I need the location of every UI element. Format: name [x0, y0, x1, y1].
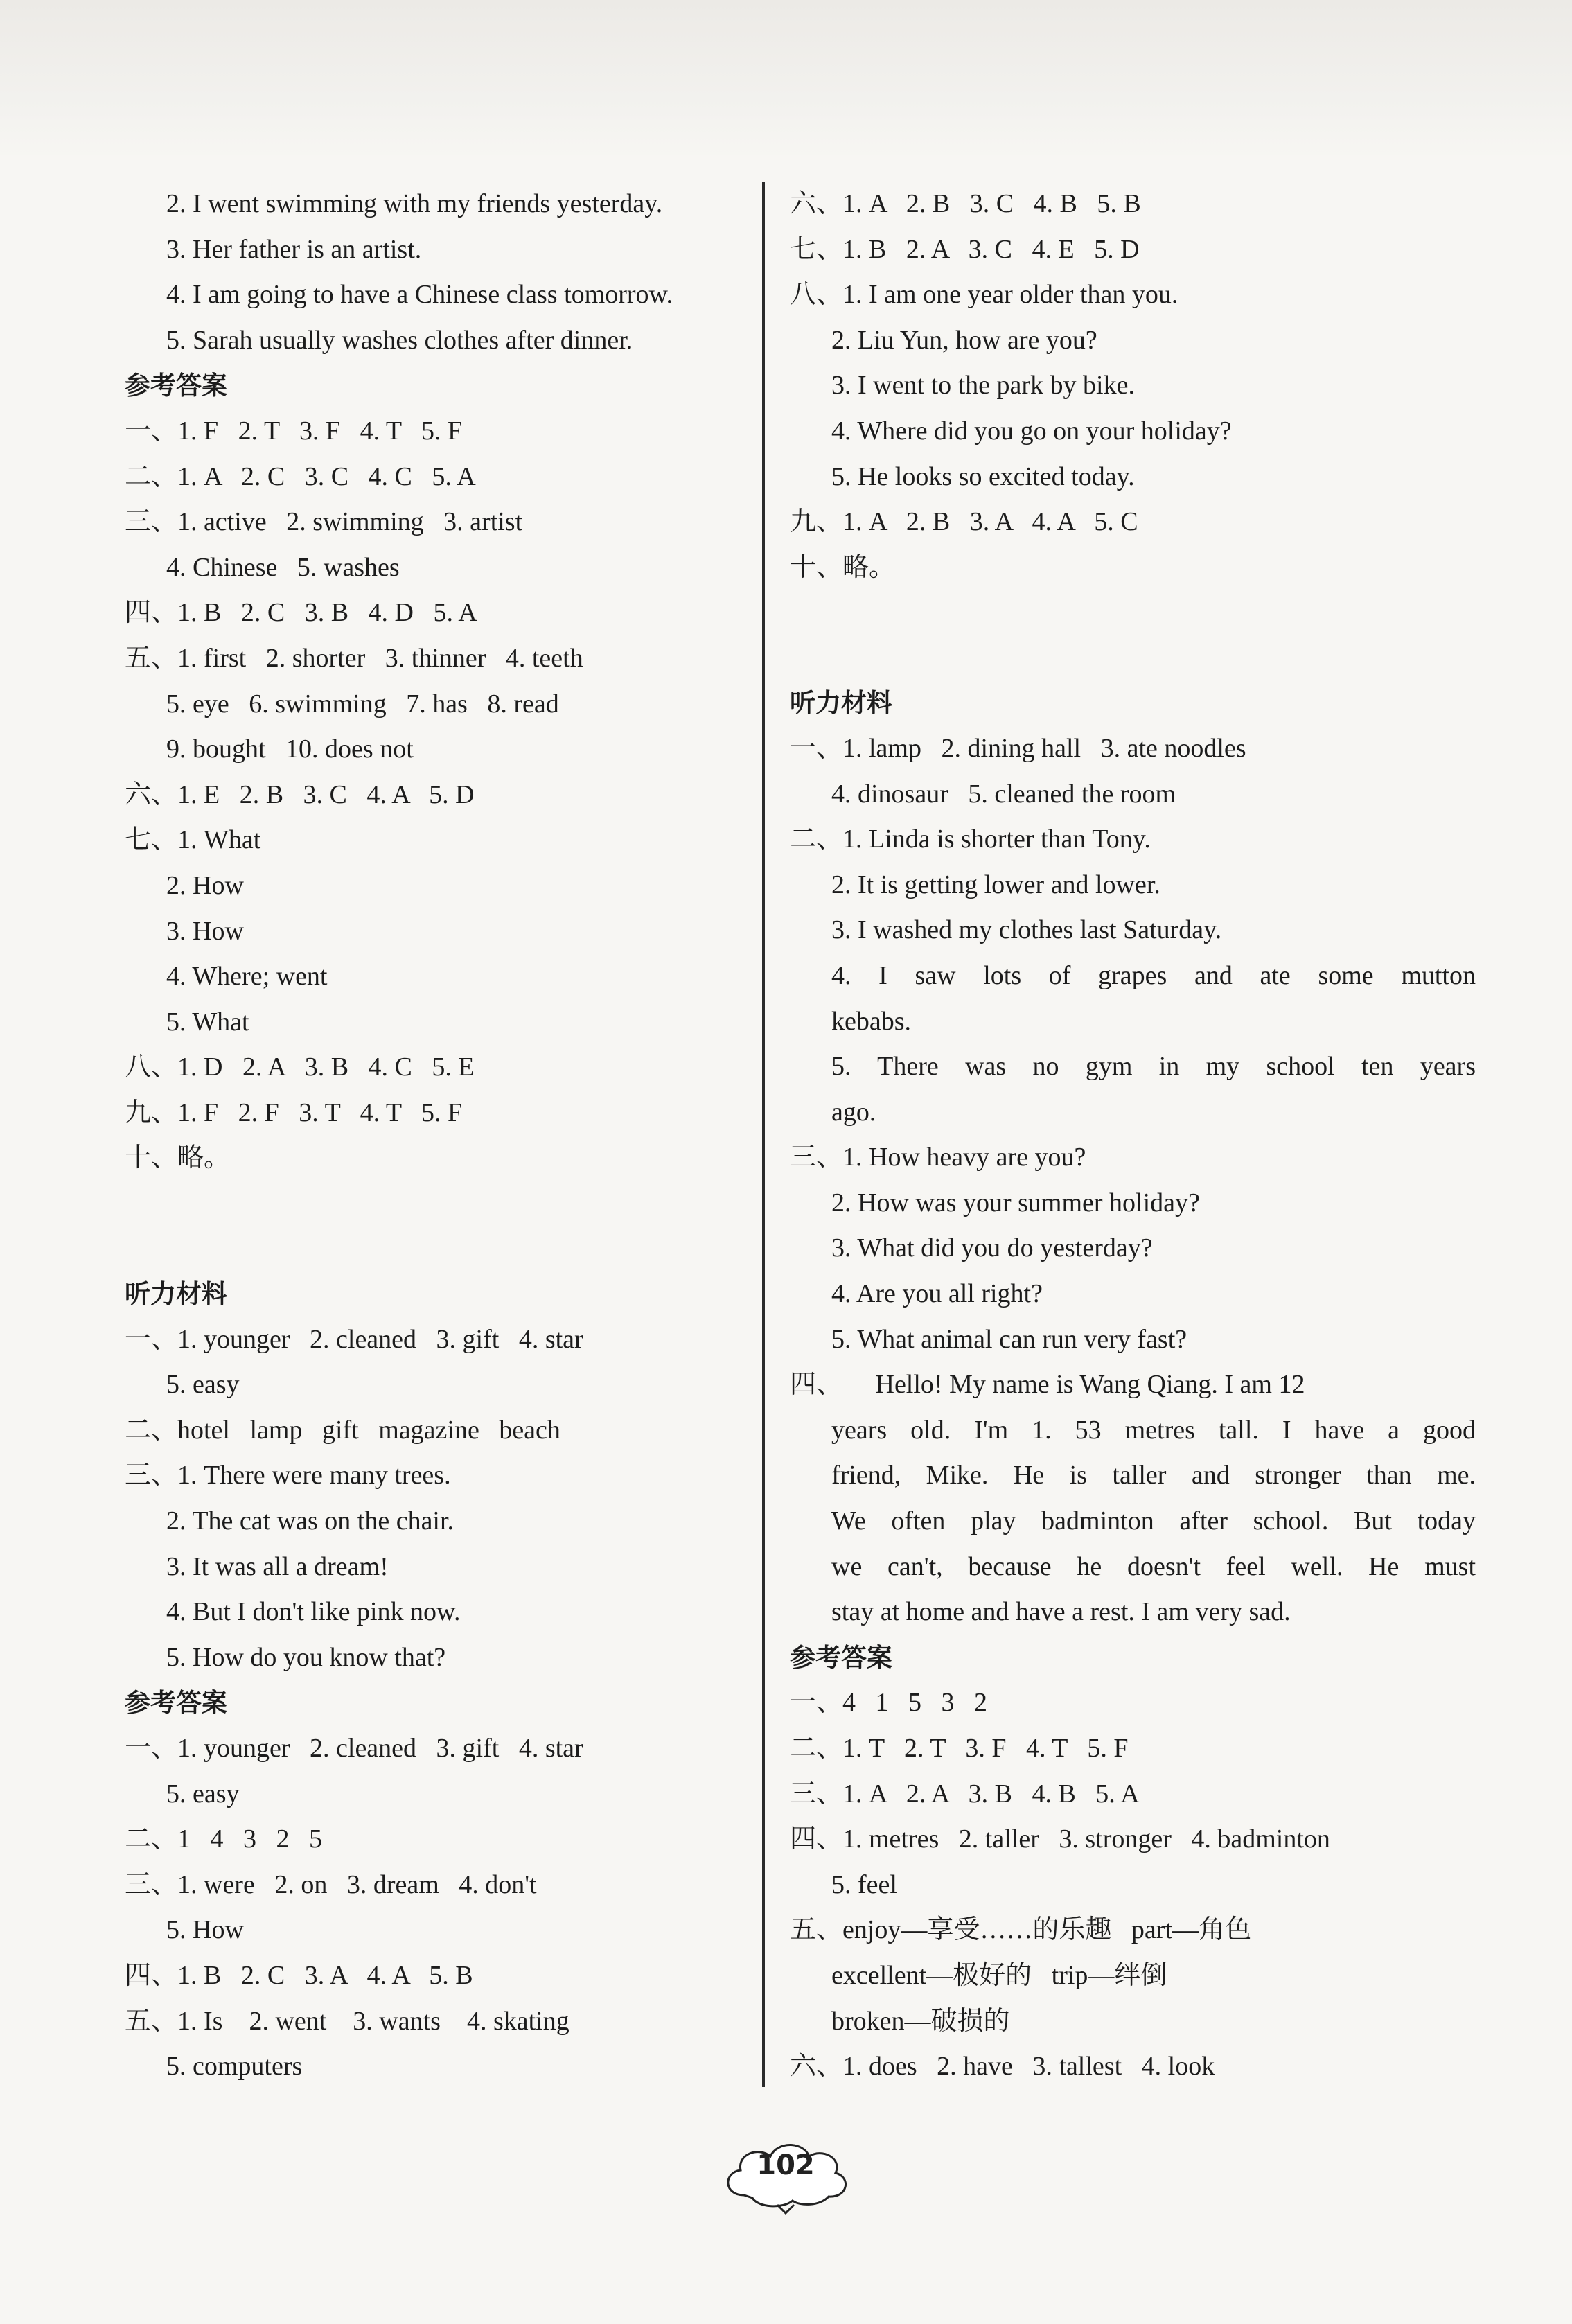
- answer-line: 一、4 1 5 3 2: [790, 1688, 988, 1718]
- answer-line: 八、1. I am one year older than you.: [790, 280, 1178, 310]
- answer-line: ago.: [831, 1097, 876, 1127]
- answer-line: 七、1. B 2. A 3. C 4. E 5. D: [790, 234, 1140, 264]
- answer-line: 5. How: [166, 1915, 244, 1945]
- answer-line: 三、1. There were many trees.: [125, 1461, 451, 1490]
- answer-line: 3. Her father is an artist.: [166, 234, 422, 264]
- answer-line: 一、1. younger 2. cleaned 3. gift 4. star: [125, 1324, 583, 1354]
- passage-line: we can't, because he doesn't feel well. He must: [831, 1551, 1476, 1581]
- answer-line: 六、1. A 2. B 3. C 4. B 5. B: [790, 189, 1141, 218]
- answer-line: 4. But I don't like pink now.: [166, 1597, 461, 1627]
- answer-line: 十、略。: [790, 552, 896, 582]
- answer-line: 2. How: [166, 870, 244, 900]
- answer-line: 九、1. A 2. B 3. A 4. A 5. C: [790, 507, 1138, 537]
- answer-line: 2. I went swimming with my friends yesterday.: [166, 189, 663, 218]
- answer-line: 三、1. How heavy are you?: [790, 1143, 1086, 1172]
- passage-line: 四、 Hello! My name is Wang Qiang. I am 12: [790, 1370, 1305, 1400]
- answer-line: 十、略。: [125, 1143, 231, 1173]
- answer-line: 4. dinosaur 5. cleaned the room: [831, 779, 1176, 809]
- page-number-badge: [716, 2134, 855, 2217]
- answer-line: 二、hotel lamp gift magazine beach: [125, 1415, 560, 1445]
- right-column: [790, 182, 1476, 2090]
- answer-line: 2. How was your summer holiday?: [831, 1188, 1200, 1217]
- answer-line: 3. What did you do yesterday?: [831, 1233, 1153, 1263]
- answer-line: 一、1. F 2. T 3. F 4. T 5. F: [125, 416, 463, 446]
- answer-line: 5. easy: [166, 1370, 240, 1400]
- answer-line: 三、1. were 2. on 3. dream 4. don't: [125, 1869, 537, 1899]
- answer-line: 5. He looks so excited today.: [831, 461, 1135, 491]
- answer-line: excellent—极好的 trip—绊倒: [831, 1960, 1167, 1990]
- answer-line: 4. Are you all right?: [831, 1279, 1043, 1309]
- passage-line: years old. I'm 1. 53 metres tall. I have a good: [831, 1415, 1476, 1445]
- answer-line: 四、1. metres 2. taller 3. stronger 4. badminton: [790, 1824, 1330, 1854]
- section-heading: 听力材料: [125, 1279, 227, 1310]
- passage-line: friend, Mike. He is taller and stronger than me.: [831, 1461, 1476, 1490]
- answer-line: 一、1. lamp 2. dining hall 3. ate noodles: [790, 733, 1246, 763]
- answer-line: 六、1. E 2. B 3. C 4. A 5. D: [125, 780, 475, 809]
- left-column: [125, 182, 811, 2090]
- passage-line: We often play badminton after school. But today: [831, 1506, 1476, 1536]
- section-heading: 参考答案: [125, 371, 227, 401]
- answer-line: 4. I saw lots of grapes and ate some mutton: [831, 960, 1476, 990]
- page-number: 102: [757, 2149, 815, 2181]
- answer-line: 一、1. younger 2. cleaned 3. gift 4. star: [125, 1734, 583, 1763]
- answer-line: 5. easy: [166, 1779, 240, 1808]
- section-heading: 听力材料: [790, 688, 892, 719]
- answer-line: 七、1. What: [125, 825, 261, 855]
- section-heading: 参考答案: [790, 1642, 892, 1673]
- answer-line: 三、1. A 2. A 3. B 4. B 5. A: [790, 1779, 1140, 1808]
- answer-line: 3. It was all a dream!: [166, 1551, 389, 1581]
- section-title-badge-wrap: [125, 1181, 811, 1271]
- answer-line: 2. It is getting lower and lower.: [831, 870, 1160, 899]
- answer-line: 3. How: [166, 916, 244, 946]
- answer-line: 二、1. Linda is shorter than Tony.: [790, 825, 1151, 854]
- passage-line: stay at home and have a rest. I am very sad.: [831, 1597, 1291, 1627]
- answer-line: 5. There was no gym in my school ten years: [831, 1052, 1476, 1082]
- answer-line: 二、1. A 2. C 3. C 4. C 5. A: [125, 461, 476, 491]
- answer-line: 四、1. B 2. C 3. A 4. A 5. B: [125, 1960, 473, 1990]
- section-title-badge-wrap: [790, 590, 1476, 680]
- answer-line: 4. Where; went: [166, 962, 328, 992]
- answer-line: 二、1. T 2. T 3. F 4. T 5. F: [790, 1734, 1129, 1763]
- answer-line: 5. computers: [166, 2052, 303, 2081]
- answer-line: 5. How do you know that?: [166, 1642, 446, 1672]
- answer-line: 3. I went to the park by bike.: [831, 371, 1135, 400]
- answer-line: 5. What: [166, 1007, 249, 1037]
- answer-line: 4. Chinese 5. washes: [166, 552, 400, 582]
- answer-line: 五、1. first 2. shorter 3. thinner 4. teeth: [125, 643, 583, 673]
- answer-line: 5. What animal can run very fast?: [831, 1324, 1187, 1354]
- answer-line: 九、1. F 2. F 3. T 4. T 5. F: [125, 1098, 463, 1127]
- answer-line: 3. I washed my clothes last Saturday.: [831, 915, 1222, 945]
- answer-line: broken—破损的: [831, 2006, 1010, 2036]
- answer-line: 5. eye 6. swimming 7. has 8. read: [166, 689, 559, 719]
- answer-line: 六、1. does 2. have 3. tallest 4. look: [790, 2052, 1215, 2081]
- scan-top-band: [0, 0, 1572, 159]
- answer-line: 五、1. Is 2. went 3. wants 4. skating: [125, 2006, 569, 2036]
- answer-line: 八、1. D 2. A 3. B 4. C 5. E: [125, 1053, 475, 1082]
- answer-line: 二、1 4 3 2 5: [125, 1824, 323, 1854]
- answer-line: 2. The cat was on the chair.: [166, 1506, 454, 1536]
- answer-line: 5. feel: [831, 1869, 897, 1899]
- section-heading: 参考答案: [125, 1688, 227, 1718]
- answer-line: 4. I am going to have a Chinese class tomorrow.: [166, 280, 673, 310]
- answer-line: 2. Liu Yun, how are you?: [831, 325, 1097, 355]
- answer-line: 9. bought 10. does not: [166, 734, 414, 764]
- answer-line: 三、1. active 2. swimming 3. artist: [125, 507, 523, 537]
- answer-line: 5. Sarah usually washes clothes after dinner.: [166, 325, 633, 355]
- answer-line: 五、enjoy—享受……的乐趣 part—角色: [790, 1915, 1252, 1945]
- answer-line: 4. Where did you go on your holiday?: [831, 416, 1232, 446]
- column-divider: [762, 182, 765, 2087]
- answer-line: kebabs.: [831, 1006, 912, 1036]
- answer-line: 四、1. B 2. C 3. B 4. D 5. A: [125, 598, 477, 628]
